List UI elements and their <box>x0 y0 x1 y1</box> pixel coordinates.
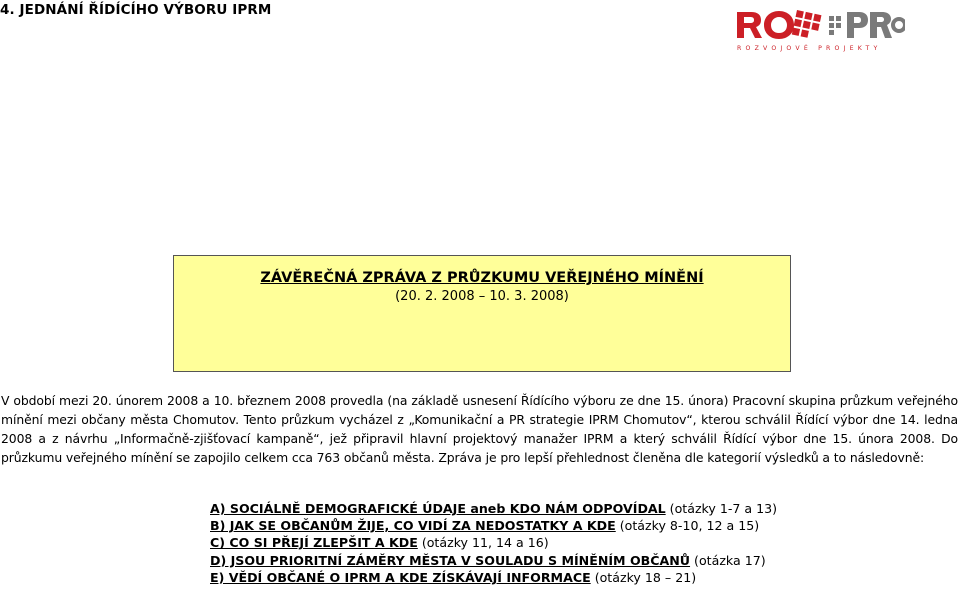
logo-letter-o <box>764 11 794 39</box>
category-item <box>210 500 777 517</box>
category-item <box>210 569 777 586</box>
category-item <box>210 552 777 569</box>
logo-letter-r2 <box>870 12 892 38</box>
category-note: (otázky 11, 14 a 16) <box>417 535 549 551</box>
category-note: (otázky 8-10, 12 a 15) <box>615 518 760 534</box>
logo-letter-p <box>847 12 868 38</box>
ropro-logo <box>735 8 905 52</box>
logo-cube-mark <box>792 10 822 40</box>
category-label: A) SOCIÁLNĚ DEMOGRAFICKÉ ÚDAJE aneb KDO NÁM ODPOVÍDAL <box>210 501 666 516</box>
category-item <box>210 517 777 534</box>
category-list <box>210 500 777 586</box>
category-label: D) JSOU PRIORITNÍ ZÁMĚRY MĚSTA V SOULADU S MÍNĚNÍM OBČANŮ <box>210 552 691 568</box>
category-label: B) JAK SE OBČANŮM ŽIJE, CO VIDÍ ZA NEDOSTATKY A KDE <box>210 518 616 534</box>
category-note: (otázka 17) <box>690 552 766 568</box>
logo-letter-o2 <box>893 19 905 31</box>
category-item <box>210 534 777 551</box>
report-title: ZÁVĚREČNÁ ZPRÁVA Z PRŮZKUMU VEŘEJNÉHO MÍNĚNÍ <box>260 270 704 286</box>
category-note: (otázky 18 – 21) <box>590 569 697 585</box>
logo-tagline: ROZVOJOVÉ PROJEKTY <box>737 45 882 52</box>
category-label: C) CO SI PŘEJÍ ZLEPŠIT A KDE <box>210 535 418 551</box>
logo-letter-r <box>737 12 762 38</box>
logo-dots <box>829 16 841 35</box>
report-dates: (20. 2. 2008 – 10. 3. 2008) <box>395 289 569 304</box>
category-note: (otázky 1-7 a 13) <box>665 501 778 516</box>
report-title-box <box>173 255 791 372</box>
intro-paragraph <box>1 391 958 467</box>
intro-text: V období mezi 20. únorem 2008 a 10. březnem 2008 provedla (na základě usnesení Řídícího výboru ze dne 15. února) Pracovní skupina průzkum veřejného mínění mezi občany města Chomutov. Tento průzkum vycházel z „Komunikační a PR strategie IPRM Chomutov“, kterou schválil Řídící výbor dne 14. ledna 2008 a z návrhu „Informačně-zjišťovací kampaně“, jež připravil hlavní projektový manažer IPRM a který schválil Řídící výbor dne 15. února 2008. Do průzkumu veřejného mínění se zapojilo celkem cca 763 občanů města. Zpráva je pro lepší přehlednost členěna dle kategorií výsledků a to následovně: <box>1 393 958 465</box>
category-label: E) VĚDÍ OBČANÉ O IPRM A KDE ZÍSKÁVAJÍ INFORMACE <box>210 569 591 585</box>
section-heading: 4. JEDNÁNÍ ŘÍDÍCÍHO VÝBORU IPRM <box>0 2 272 18</box>
